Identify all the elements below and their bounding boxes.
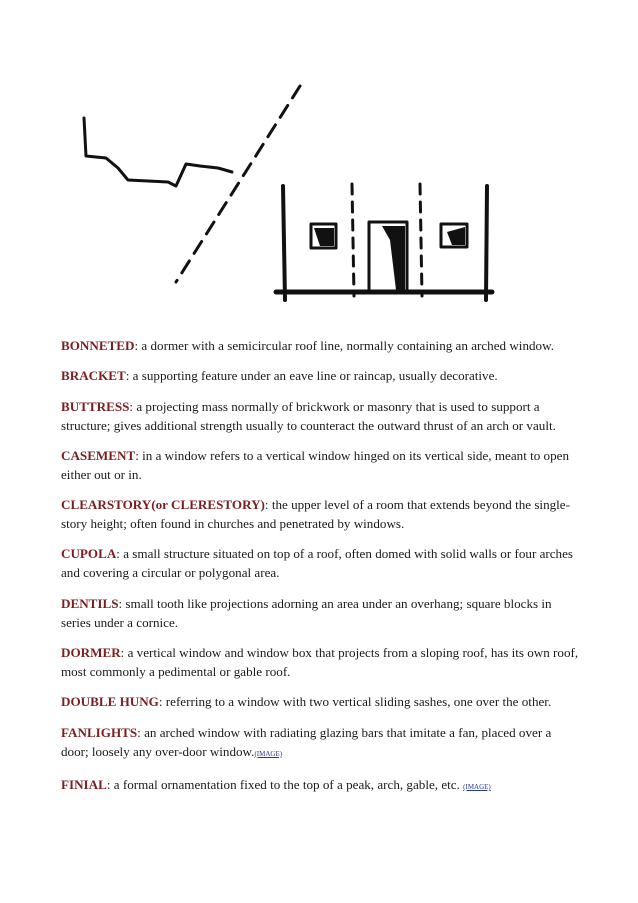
- definition: : a dormer with a semicircular roof line, normally containing an arched window.: [134, 338, 554, 353]
- glossary-entry-clearstory: [61, 495, 581, 533]
- term: CLEARSTORY(or CLERESTORY): [61, 497, 265, 513]
- term: BUTTRESS: [61, 398, 130, 414]
- term: CUPOLA: [61, 546, 117, 562]
- glossary-list: [61, 336, 581, 808]
- glossary-entry-fanlights: [61, 723, 581, 764]
- term: BONNETED: [61, 338, 135, 353]
- term: FINIAL: [61, 776, 107, 792]
- term: CASEMENT: [61, 447, 136, 463]
- sketch-dashed-vertical-left: [352, 184, 354, 296]
- definition: : in a window refers to a vertical window hinged on its vertical side, meant to open either out or in.: [61, 447, 570, 482]
- sketch-diagonal-dashes: [176, 86, 300, 282]
- definition: : a formal ornamentation fixed to the top of a peak, arch, gable, etc.: [106, 776, 464, 792]
- term: BRACKET: [61, 368, 126, 384]
- clerestory-sketch-illustration: [0, 0, 638, 330]
- sketch-dashed-vertical-right: [420, 184, 422, 296]
- sketch-right-wall: [486, 186, 487, 300]
- definition: : a supporting feature under an eave line or raincap, usually decorative.: [125, 368, 498, 384]
- glossary-entry-finial: [61, 775, 581, 797]
- glossary-entry-casement: [61, 446, 581, 484]
- glossary-entry-bonneted: [61, 336, 581, 355]
- glossary-entry-double-hung: [61, 692, 581, 711]
- definition: : a projecting mass normally of brickwork or masonry that is used to support a structure; gives additional strength usually to counteract the outward thrust of an arch or vault.: [61, 398, 556, 433]
- term: DORMER: [61, 645, 121, 661]
- term: DENTILS: [61, 595, 119, 611]
- definition: : a vertical window and window box that projects from a sloping roof, has its own roof, most commonly a pedimental or gable roof.: [61, 645, 579, 680]
- glossary-entry-cupola: [61, 544, 581, 582]
- sketch-roofline: [84, 118, 232, 186]
- glossary-entry-buttress: [61, 397, 581, 435]
- definition: : referring to a window with two vertical sliding sashes, one over the other.: [158, 694, 552, 710]
- definition: : the upper level of a room that extends beyond the single-story height; often found in churches and penetrated by windows.: [61, 497, 570, 532]
- glossary-entry-dormer: [61, 643, 581, 681]
- image-link[interactable]: (IMAGE): [254, 749, 283, 758]
- term: FANLIGHTS: [61, 724, 138, 740]
- definition: : a small structure situated on top of a roof, often domed with solid walls or four arches and covering a circular or polygonal area.: [61, 546, 574, 581]
- glossary-entry-bracket: [61, 366, 581, 385]
- glossary-entry-dentils: [61, 594, 581, 632]
- definition: : an arched window with radiating glazing bars that imitate a fan, placed over a door; loosely any over-door window.: [61, 724, 552, 759]
- definition: : small tooth like projections adorning an area under an overhang; square blocks in series under a cornice.: [61, 595, 552, 630]
- term: DOUBLE HUNG: [61, 694, 159, 710]
- image-link[interactable]: (IMAGE): [463, 782, 491, 791]
- sketch-left-wall: [283, 186, 285, 300]
